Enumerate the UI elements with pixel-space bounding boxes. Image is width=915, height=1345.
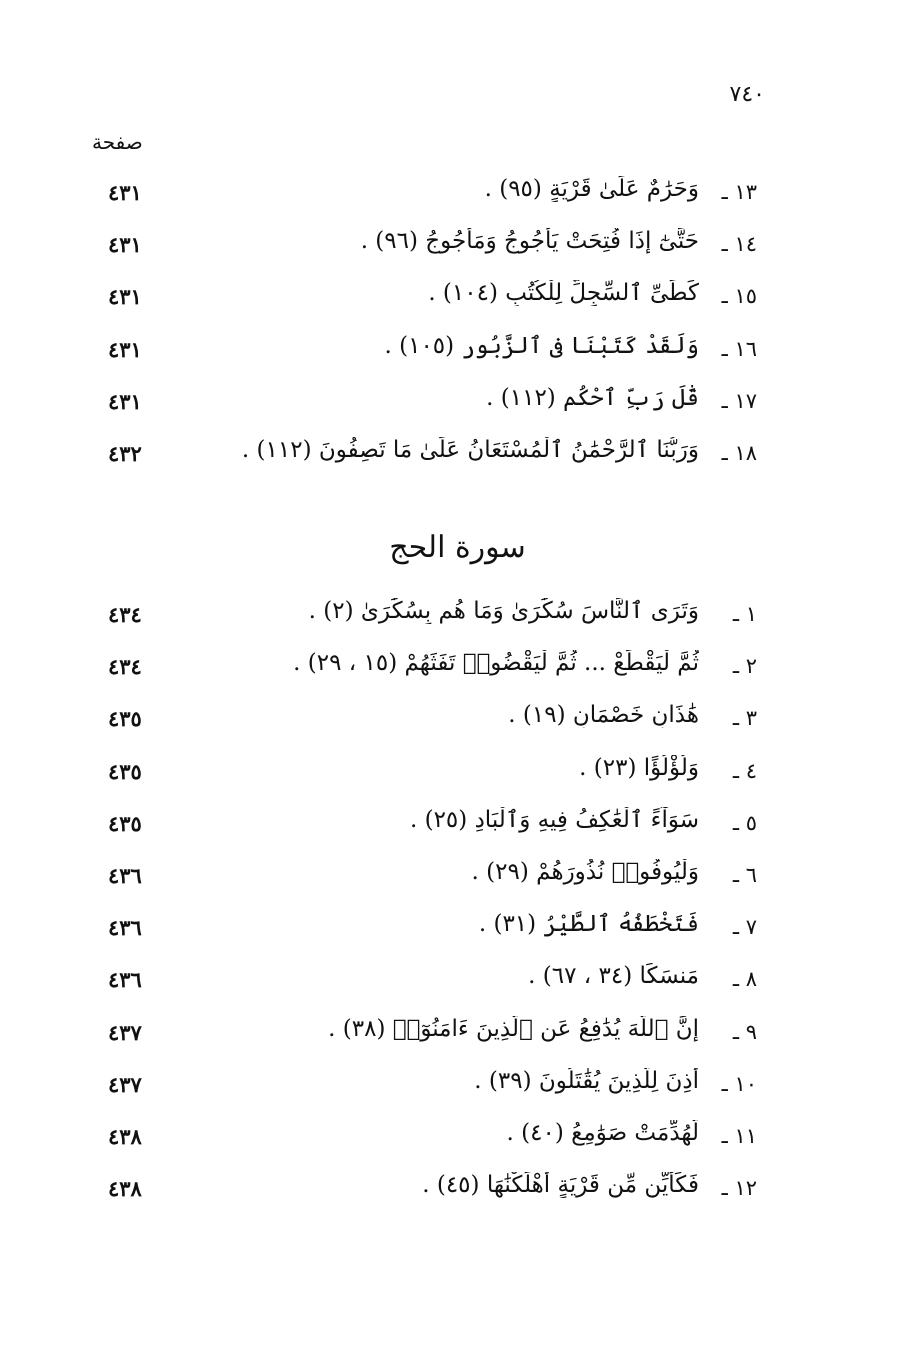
entry-page: ٤٣١ — [108, 180, 142, 205]
entry-page: ٤٣٨ — [108, 1123, 142, 1149]
entry-page: ٤٣٦ — [108, 862, 142, 888]
entry-page: ٤٣٨ — [108, 1176, 142, 1202]
list-item — [0, 957, 915, 1009]
entry-page: ٤٣٧ — [108, 1019, 142, 1045]
entry-text: فَكَأَيِّن مِّن قَرْيَةٍ أَهْلَكْنَٰهَا (٤٥) . — [422, 1172, 699, 1199]
entry-text: وَلْيُوفُوا۟ نُذُورَهُمْ (٢٩) . — [471, 858, 699, 885]
entry-text: وَرَبُّنَا ٱلرَّحْمَٰنُ ٱلْمُسْتَعَانُ عَلَىٰ مَا تَصِفُونَ (١١٢) . — [241, 436, 699, 463]
entry-page: ٤٣٢ — [108, 440, 142, 466]
entry-number: ٣ ـ — [732, 706, 757, 731]
entry-number: ٥ ـ — [732, 810, 757, 835]
list-item — [0, 905, 915, 957]
entry-page: ٤٣٥ — [108, 758, 142, 784]
entry-page: ٤٣٤ — [108, 602, 142, 627]
entry-number: ١٢ ـ — [721, 1176, 757, 1201]
list-item — [0, 696, 915, 748]
list-item — [0, 222, 915, 274]
entry-page: ٤٣٧ — [108, 1071, 142, 1097]
entry-list-section-one — [0, 170, 915, 483]
entry-page: ٤٣٥ — [108, 706, 142, 732]
entry-page: ٤٣٦ — [108, 967, 142, 993]
entry-text: وَلَقَدْ كَتَبْنَا فِى ٱلزَّبُورِ (١٠٥) . — [384, 332, 699, 359]
entry-text: سَوَآءً ٱلْعَٰكِفُ فِيهِ وَٱلْبَادِ (٢٥) . — [409, 806, 699, 833]
list-item — [0, 274, 915, 326]
entry-page: ٤٣١ — [108, 284, 142, 310]
entry-page: ٤٣١ — [108, 336, 142, 362]
entry-page: ٤٣٥ — [108, 810, 142, 836]
entry-number: ١٦ ـ — [721, 336, 757, 361]
entry-page: ٤٣١ — [108, 232, 142, 258]
entry-number: ٩ ـ — [732, 1019, 757, 1044]
entry-text: حَتَّىٰٓ إِذَا فُتِحَتْ يَأْجُوجُ وَمَأْجُوجُ (٩٦) . — [360, 228, 699, 255]
entry-number: ٨ ـ — [732, 967, 757, 992]
entry-number: ١ ـ — [732, 602, 757, 626]
entry-list-section-two — [0, 592, 915, 1218]
list-item — [0, 749, 915, 801]
entry-number: ٤ ـ — [732, 758, 757, 783]
list-item — [0, 327, 915, 379]
entry-number: ١٣ ـ — [721, 180, 757, 204]
entry-text: فَتَخْطَفُهُ ٱلطَّيْرُ (٣١) . — [478, 911, 699, 938]
entry-text: كَطَىِّ ٱلسِّجِلِّ لِلْكُتُبِ (١٠٤) . — [428, 280, 699, 307]
list-item — [0, 431, 915, 483]
entry-text: هَٰذَانِ خَصْمَانِ (١٩) . — [508, 702, 699, 729]
list-item — [0, 853, 915, 905]
entry-number: ١٥ ـ — [721, 284, 757, 309]
entry-text: أُذِنَ لِلَّذِينَ يُقَٰتَلُونَ (٣٩) . — [474, 1067, 699, 1094]
list-item — [0, 801, 915, 853]
list-item — [0, 1062, 915, 1114]
page-column-header: صفحة — [92, 130, 143, 154]
list-item — [0, 1010, 915, 1062]
entry-text: إِنَّ ٱللَّهَ يُدَٰفِعُ عَنِ ٱلَّذِينَ ءَامَنُوٓا۟ (٣٨) . — [328, 1015, 699, 1042]
entry-text: وَحَرَٰمٌ عَلَىٰ قَرْيَةٍ (٩٥) . — [484, 176, 699, 202]
entry-page: ٤٣١ — [108, 388, 142, 414]
list-item — [0, 1114, 915, 1166]
page-number: ٧٤٠ — [729, 82, 765, 107]
list-item — [0, 170, 915, 222]
entry-text: لَّهُدِّمَتْ صَوَٰمِعُ (٤٠) . — [506, 1119, 699, 1146]
entry-number: ٢ ـ — [732, 654, 757, 679]
list-item — [0, 1166, 915, 1218]
entry-text: قَٰلَ رَبِّ ٱحْكُم (١١٢) . — [486, 384, 699, 411]
entry-number: ٧ ـ — [732, 915, 757, 940]
entry-number: ١٨ ـ — [721, 440, 757, 465]
entry-page: ٤٣٤ — [108, 654, 142, 680]
list-item — [0, 379, 915, 431]
entry-number: ٦ ـ — [732, 862, 757, 887]
entry-number: ١٠ ـ — [721, 1071, 757, 1096]
list-item — [0, 644, 915, 696]
entry-text: ثُمَّ لْيَقْطَعْ ... ثُمَّ لْيَقْضُوا۟ تَفَثَهُمْ (١٥ ، ٢٩) . — [293, 650, 699, 677]
entry-text: مَنسَكًا (٣٤ ، ٦٧) . — [528, 963, 699, 990]
entry-text: وَتَرَى ٱلنَّاسَ سُكَٰرَىٰ وَمَا هُم بِسُكَٰرَىٰ (٢) . — [308, 598, 699, 624]
entry-text: وَلُؤْلُؤًا (٢٣) . — [579, 754, 699, 781]
list-item — [0, 592, 915, 644]
entry-number: ١٤ ـ — [721, 232, 757, 257]
entry-number: ١٧ ـ — [721, 388, 757, 413]
entry-page: ٤٣٦ — [108, 915, 142, 941]
entry-number: ١١ ـ — [721, 1123, 757, 1148]
section-title: سورة الحج — [389, 530, 526, 565]
